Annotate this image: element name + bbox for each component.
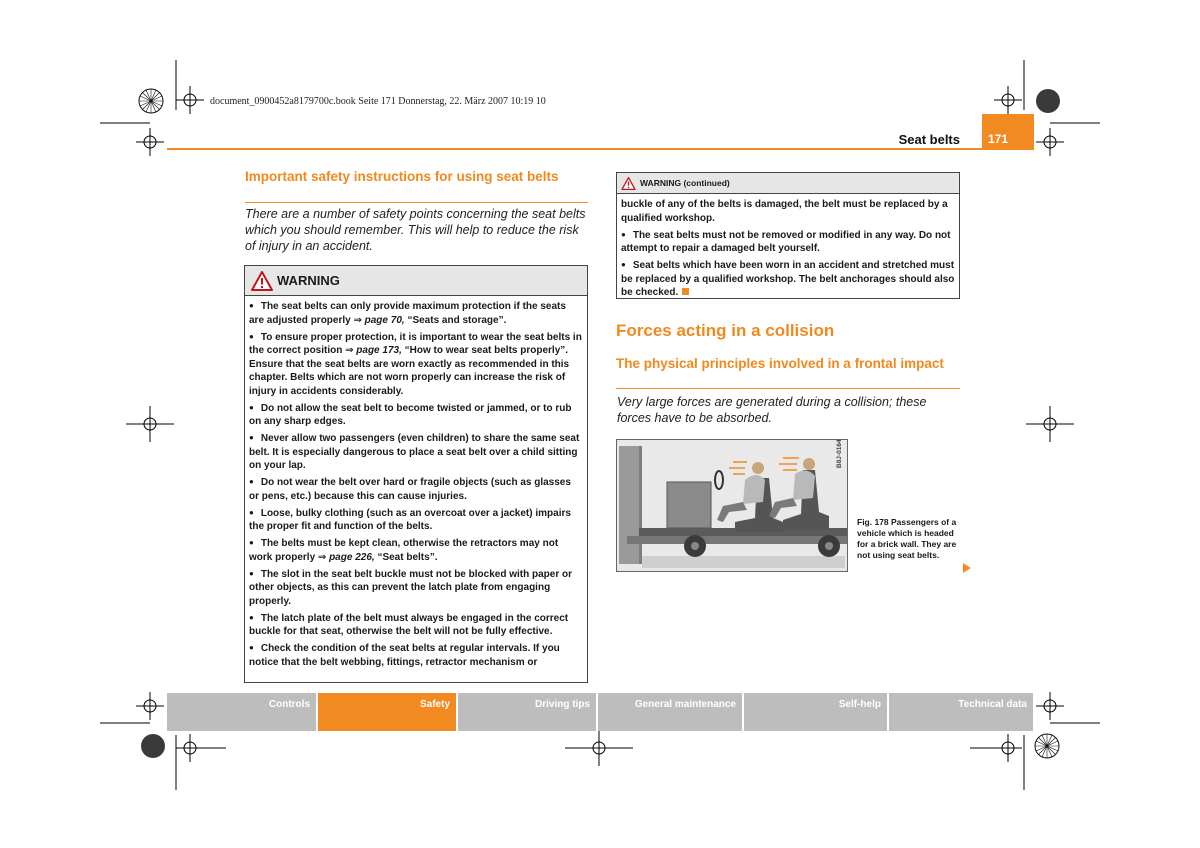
nav-tab-safety[interactable]: Safety bbox=[318, 693, 456, 731]
section-heading: Important safety instructions for using seat belts bbox=[245, 169, 559, 184]
chapter-nav bbox=[167, 693, 1033, 731]
warning-continued-label: WARNING (continued) bbox=[640, 178, 730, 188]
warning-item: ● Check the condition of the seat belts at regular intervals. If you notice that the belt webbing, fittings, retractor mechanism or bbox=[249, 642, 583, 669]
warning-continued-box bbox=[616, 172, 960, 299]
section-title: Seat belts bbox=[898, 132, 960, 147]
warning-item: ● Seat belts which have been worn in an accident and stretched must be replaced by a qualified workshop. The belt anchorages should also be checked. bbox=[621, 259, 955, 300]
nav-tab-driving-tips[interactable]: Driving tips bbox=[458, 693, 596, 731]
warning-item: ● The latch plate of the belt must always be engaged in the correct buckle for that seat, otherwise the belt will not be fully effective. bbox=[249, 612, 583, 639]
warning-label: WARNING bbox=[277, 273, 340, 288]
end-of-section-icon bbox=[682, 288, 689, 295]
continue-arrow-icon bbox=[963, 563, 971, 573]
figure-caption: Fig. 178 Passengers of a vehicle which is headed for a brick wall. They are not using seat belts. bbox=[857, 517, 957, 560]
page-link[interactable]: page 226, bbox=[329, 551, 375, 563]
header-rule bbox=[167, 148, 1033, 150]
page-link[interactable]: page 70, bbox=[364, 314, 405, 326]
page-link[interactable]: page 173, bbox=[356, 345, 402, 356]
warning-item: ● Do not allow the seat belt to become twisted or jammed, or to rub on any sharp edges. bbox=[249, 402, 583, 429]
warning-item: ● Loose, bulky clothing (such as an overcoat over a jacket) impairs the proper fit and function of the belts. bbox=[249, 507, 583, 534]
heading-rule bbox=[245, 202, 588, 203]
print-slug: document_0900452a8179700c.book Seite 171 Donnerstag, 22. März 2007 10:19 10 bbox=[210, 96, 546, 107]
warning-triangle-icon bbox=[621, 177, 636, 190]
warning-header bbox=[245, 266, 587, 296]
figure-code: B8J-0164 bbox=[836, 439, 843, 468]
warning-header bbox=[617, 173, 959, 194]
warning-item: ● The seat belts can only provide maximum protection if the seats are adjusted properly ⇒ page 70, “Seats and storage”. bbox=[249, 300, 583, 327]
nav-tab-controls[interactable]: Controls bbox=[167, 693, 316, 731]
warning-item: ● Never allow two passengers (even children) to share the same seat belt. It is especially dangerous to place a seat belt over a child sitting on your lap. bbox=[249, 432, 583, 473]
warning-item: ● Do not wear the belt over hard or fragile objects (such as glasses or pens, etc.) because this can cause injuries. bbox=[249, 476, 583, 503]
warning-list bbox=[617, 194, 959, 300]
warning-list bbox=[245, 296, 587, 669]
warning-item: ● The belts must be kept clean, otherwise the retractors may not work properly ⇒ page 226, “Seat belts”. bbox=[249, 537, 583, 564]
intro-text: Very large forces are generated during a collision; these forces have to be absorbed. bbox=[617, 395, 927, 425]
nav-tab-technical-data[interactable]: Technical data bbox=[889, 693, 1033, 731]
warning-lead: buckle of any of the belts is damaged, the belt must be replaced by a qualified workshop. bbox=[621, 199, 948, 224]
warning-item: ● The seat belts must not be removed or modified in any way. Do not attempt to repair a damaged belt yourself. bbox=[621, 229, 955, 256]
warning-item: ● The slot in the seat belt buckle must not be blocked with paper or other objects, as this can prevent the latch plate from engaging properly. bbox=[249, 568, 583, 609]
warning-box bbox=[244, 265, 588, 683]
nav-tab-self-help[interactable]: Self-help bbox=[744, 693, 887, 731]
heading-rule bbox=[616, 388, 960, 389]
collision-illustration bbox=[617, 440, 847, 571]
warning-item: ● To ensure proper protection, it is important to wear the seat belts in the correct position ⇒ page 173, “How to wear seat belts properly”. Ensure that the seat belts are worn exactly as recommended in this chapter. Belts which are not worn properly can increase the risk of injury in accidents considerably. bbox=[249, 331, 583, 399]
page-number: 171 bbox=[982, 114, 1034, 150]
section-heading: The physical principles involved in a frontal impact bbox=[616, 356, 944, 371]
figure-illustration bbox=[616, 439, 848, 572]
warning-triangle-icon bbox=[251, 271, 273, 291]
nav-tab-general-maintenance[interactable]: General maintenance bbox=[598, 693, 742, 731]
chapter-heading: Forces acting in a collision bbox=[616, 321, 835, 340]
intro-text: There are a number of safety points concerning the seat belts which you should remember. This will help to reduce the risk of injury in an accident. bbox=[245, 207, 586, 253]
